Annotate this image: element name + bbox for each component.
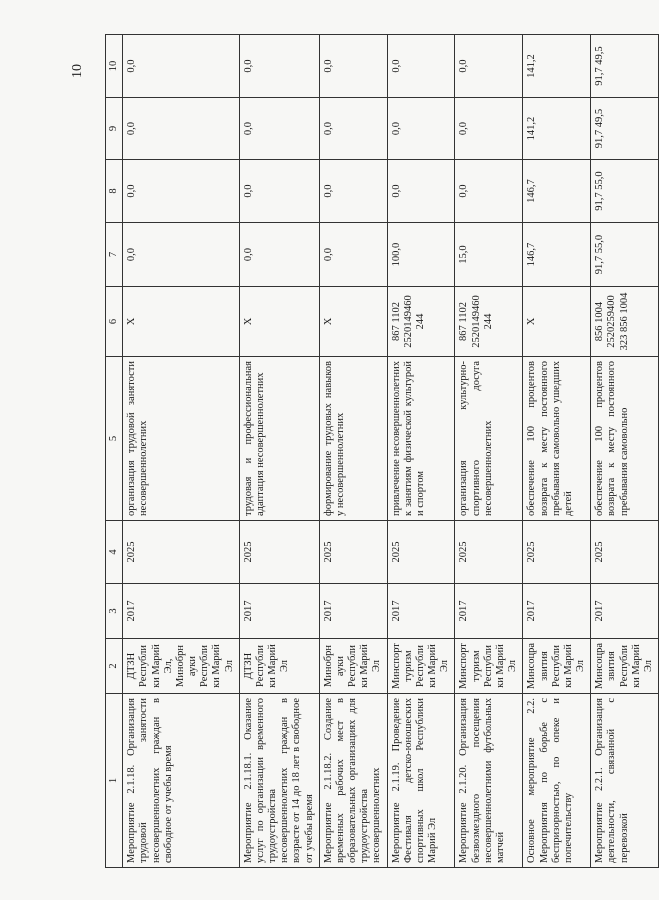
value-cell: 0,0 [387, 35, 455, 98]
value-cell: 0,0 [319, 160, 387, 223]
executor-cell: Минспорттуризм Республики Марий Эл [455, 639, 523, 694]
value-cell: 0,0 [239, 35, 319, 98]
value-cell: 0,0 [319, 35, 387, 98]
budget-code-cell: X [523, 287, 591, 357]
value-cell: 0,0 [455, 35, 523, 98]
start-year-cell: 2017 [123, 584, 240, 639]
header-cell: 4 [106, 521, 123, 584]
result-cell: организация трудовой занятости несовершеннолетних [123, 357, 240, 521]
measure-cell: Мероприятие 2.1.20. Организация безвозмездного посещения несовершеннолетними футбольных матчей [455, 694, 523, 868]
header-cell: 10 [106, 35, 123, 98]
value-cell: 0,0 [455, 160, 523, 223]
value-cell: 141,2 [523, 98, 591, 160]
end-year-cell: 2025 [523, 521, 591, 584]
header-cell: 6 [106, 287, 123, 357]
executor-cell: Минсоцразвития Республики Марий Эл [591, 639, 659, 694]
value-cell: 146,7 [523, 160, 591, 223]
measure-cell: Основное мероприятие 2.2. Мероприятия по борьбе с беспризорностью, по опеке и попечительству [523, 694, 591, 868]
budget-code-cell: 856 1004 2520259400 323 856 1004 [591, 287, 659, 357]
measure-cell: Мероприятие 2.2.1. Организация деятельности, связанной с перевозкой [591, 694, 659, 868]
end-year-cell: 2025 [455, 521, 523, 584]
value-cell: 100,0 [387, 223, 455, 287]
header-cell: 8 [106, 160, 123, 223]
result-cell: обеспечение 100 процентов возврата к месту постоянного пребывания самовольно ушедших детей [523, 357, 591, 521]
table-row [319, 35, 387, 868]
header-cell: 2 [106, 639, 123, 694]
budget-code-cell: X [239, 287, 319, 357]
value-cell: 0,0 [123, 35, 240, 98]
header-cell: 7 [106, 223, 123, 287]
result-cell: организация культурно-спортивного досуга несовершеннолетних [455, 357, 523, 521]
table-row [123, 35, 240, 868]
budget-code-cell: X [319, 287, 387, 357]
header-cell: 3 [106, 584, 123, 639]
value-cell: 141,2 [523, 35, 591, 98]
value-cell: 146,7 [523, 223, 591, 287]
value-cell: 0,0 [387, 160, 455, 223]
value-cell: 91,7 49,5 [591, 98, 659, 160]
table-row [455, 35, 523, 868]
executor-cell: Минспорттуризм Республики Марий Эл [387, 639, 455, 694]
budget-code-cell: 867 1102 2520149460 244 [387, 287, 455, 357]
value-cell: 91,7 55,0 [591, 223, 659, 287]
header-cell: 5 [106, 357, 123, 521]
value-cell: 91,7 49,5 [591, 35, 659, 98]
header-row [106, 35, 123, 868]
start-year-cell: 2017 [239, 584, 319, 639]
value-cell: 0,0 [319, 98, 387, 160]
header-cell: 9 [106, 98, 123, 160]
value-cell: 0,0 [123, 223, 240, 287]
measure-cell: Мероприятие 2.1.18.1. Оказание услуг по организации временного трудоустройства несовершеннолетних граждан в возрасте от 14 до 18 лет в свободное от учебы время [239, 694, 319, 868]
end-year-cell: 2025 [239, 521, 319, 584]
end-year-cell: 2025 [319, 521, 387, 584]
value-cell: 0,0 [455, 98, 523, 160]
start-year-cell: 2017 [319, 584, 387, 639]
end-year-cell: 2025 [387, 521, 455, 584]
start-year-cell: 2017 [591, 584, 659, 639]
table-row [387, 35, 455, 868]
table-row [523, 35, 591, 868]
value-cell: 0,0 [239, 160, 319, 223]
value-cell: 0,0 [319, 223, 387, 287]
end-year-cell: 2025 [123, 521, 240, 584]
end-year-cell: 2025 [591, 521, 659, 584]
value-cell: 0,0 [123, 160, 240, 223]
measure-cell: Мероприятие 2.1.18.2. Создание временных рабочих мест в образовательных организациях для трудоустройства несовершеннолетних [319, 694, 387, 868]
table-row [591, 35, 659, 868]
budget-code-cell: 867 1102 2520149460 244 [455, 287, 523, 357]
measure-cell: Мероприятие 2.1.19. Проведение Фестиваля детско-юношеских спортивных школ Республики Марий Эл [387, 694, 455, 868]
executor-cell: Минобрнауки Республики Марий Эл [319, 639, 387, 694]
executor-cell: ДТЗН Республики Марий Эл, Минобрнауки Республики Марий Эл [123, 639, 240, 694]
value-cell: 0,0 [123, 98, 240, 160]
start-year-cell: 2017 [387, 584, 455, 639]
measure-cell: Мероприятие 2.1.18. Организация трудовой занятости несовершеннолетних граждан в свободное от учебы время [123, 694, 240, 868]
start-year-cell: 2017 [455, 584, 523, 639]
header-cell: 1 [106, 694, 123, 868]
start-year-cell: 2017 [523, 584, 591, 639]
result-cell: формирование трудовых навыков у несовершеннолетних [319, 357, 387, 521]
result-cell: трудовая и профессиональная адаптация несовершеннолетних [239, 357, 319, 521]
executor-cell: ДТЗН Республики Марий Эл [239, 639, 319, 694]
table-row [239, 35, 319, 868]
value-cell: 91,7 55,0 [591, 160, 659, 223]
executor-cell: Минсоцразвития Республики Марий Эл [523, 639, 591, 694]
value-cell: 15,0 [455, 223, 523, 287]
result-cell: привлечение несовершеннолетних к занятиям физической культурой и спортом [387, 357, 455, 521]
value-cell: 0,0 [387, 98, 455, 160]
program-table [105, 34, 659, 868]
page-number: 10 [70, 64, 85, 78]
result-cell: обеспечение 100 процентов возврата к месту постоянного пребывания самовольно [591, 357, 659, 521]
value-cell: 0,0 [239, 223, 319, 287]
budget-code-cell: X [123, 287, 240, 357]
value-cell: 0,0 [239, 98, 319, 160]
